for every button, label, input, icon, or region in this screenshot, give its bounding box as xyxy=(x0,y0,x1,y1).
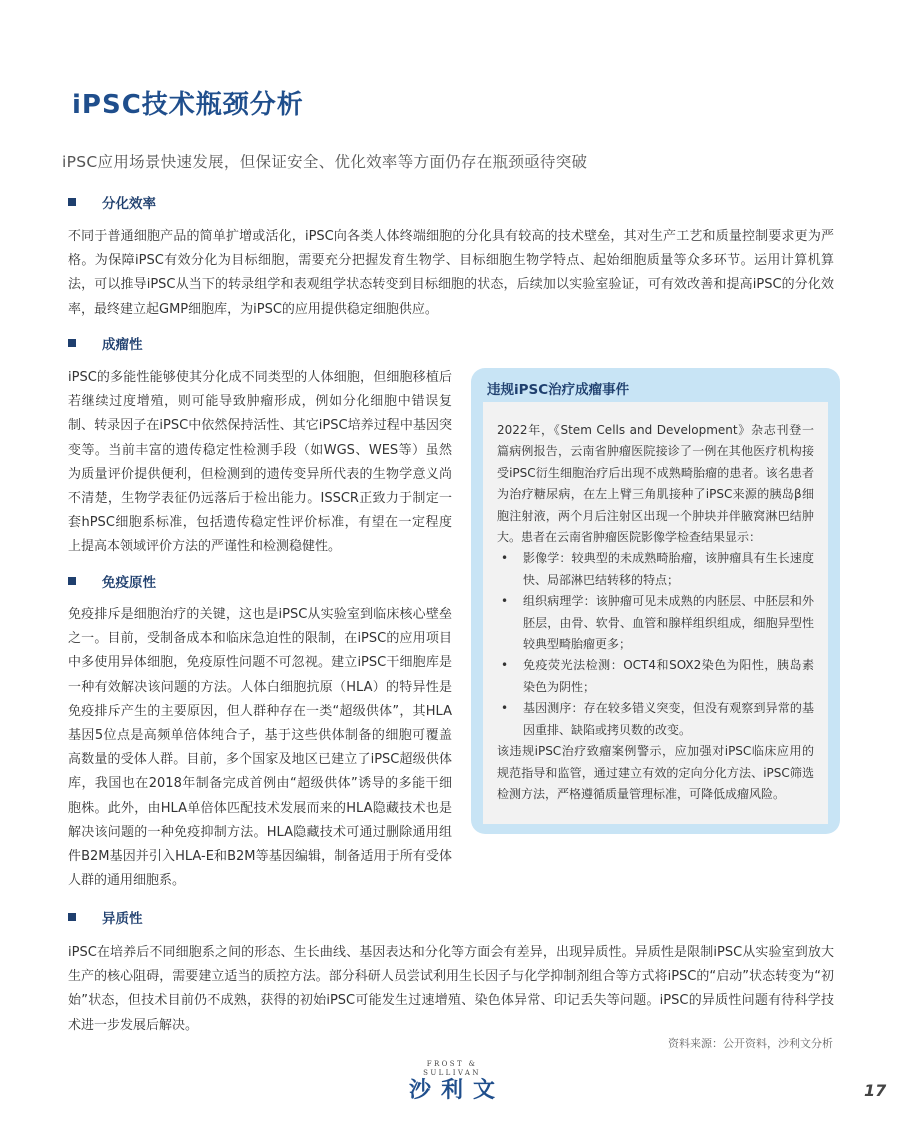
findings-list xyxy=(497,548,814,741)
list-item: • 影像学：较典型的未成熟畸胎瘤，该肿瘤具有生长速度快、局部淋巴结转移的特点； xyxy=(497,548,814,591)
section-heading-label: 分化效率 xyxy=(102,196,156,212)
section-heading-label: 成瘤性 xyxy=(102,337,143,353)
logo-english: FROST & SULLIVAN xyxy=(423,1060,481,1077)
page-subtitle: iPSC应用场景快速发展，但保证安全、优化效率等方面仍存在瓶颈亟待突破 xyxy=(62,153,588,171)
square-bullet-icon xyxy=(68,913,76,921)
frost-sullivan-logo xyxy=(396,1060,508,1103)
square-bullet-icon xyxy=(68,577,76,585)
callout-intro: 2022年，《Stem Cells and Development》杂志刊登一篇病例报告，云南省肿瘤医院接诊了一例在其他医疗机构接受iPSC衍生细胞治疗后出现不成熟畸胎瘤的患者。该名患者为治疗糖尿病，在左上臂三角肌接种了iPSC来源的胰岛β细胞注射液，两个月后注射区出现一个肿块并伴腋窝淋巴结肿大。患者在云南省肿瘤医院影像学检查结果显示： xyxy=(497,423,814,545)
callout-conclusion: 该违规iPSC治疗致瘤案例警示，应加强对iPSC临床应用的规范指导和监管，通过建立有效的定向分化方法、iPSC筛选检测方法，严格遵循质量管理标准，可降低成瘤风险。 xyxy=(497,744,814,801)
section-heading-differentiation xyxy=(68,192,156,212)
section-text-tumorigenicity: iPSC的多能性能够使其分化成不同类型的人体细胞，但细胞移植后若继续过度增殖，则可能导致肿瘤形成，例如分化细胞中错误复制、转录因子在iPSC中依然保持活性、其它iPSC培养过程中基因突变等。当前丰富的遗传稳定性检测手段（如WGS、WES等）虽然为质量评价提供便利，但检测到的遗传变异所代表的生物学意义尚不清楚，生物学表征仍远落后于检出能力。ISSCR正致力于制定一套hPSC细胞系标准，包括遗传稳定性评价标准，有望在一定程度上提高本领域评价方法的严谨性和检测稳健性。 xyxy=(68,370,452,555)
case-callout-box xyxy=(471,368,840,834)
square-bullet-icon xyxy=(68,339,76,347)
source-note: 资料来源：公开资料，沙利文分析 xyxy=(668,1037,833,1050)
logo-chinese: 沙利文 xyxy=(408,1078,505,1103)
section-heading-heterogeneity xyxy=(68,907,143,927)
section-text-differentiation: 不同于普通细胞产品的简单扩增或活化，iPSC向各类人体终端细胞的分化具有较高的技术壁垒，其对生产工艺和质量控制要求更为严格。为保障iPSC有效分化为目标细胞，需要充分把握发育生物学、目标细胞生物学特点、起始细胞质量等众多环节。运用计算机算法，可以推导iPSC从当下的转录组学和表观组学状态转变到目标细胞的状态，后续加以实验室验证，可有效改善和提高iPSC的分化效率，最终建立起GMP细胞库，为iPSC的应用提供稳定细胞供应。 xyxy=(68,229,834,317)
section-heading-immunogenicity xyxy=(68,571,156,591)
list-item: • 免疫荧光法检测：OCT4和SOX2染色为阳性，胰岛素染色为阴性； xyxy=(497,655,814,698)
section-heading-label: 异质性 xyxy=(102,911,143,927)
section-text-immunogenicity: 免疫排斥是细胞治疗的关键，这也是iPSC从实验室到临床核心壁垒之一。目前，受制备成本和临床急迫性的限制，在iPSC的应用项目中多使用异体细胞，免疫原性问题不可忽视。建立iPSC干细胞库是一种有效解决该问题的方法。人体白细胞抗原（HLA）的特异性是免疫排斥产生的主要原因，但人群种存在一类“超级供体”，其HLA基因5位点是高频单倍体纯合子，基于这些供体制备的细胞可覆盖高数量的受体人群。目前，多个国家及地区已建立了iPSC超级供体库，我国也在2018年制备完成首例由“超级供体”诱导的多能干细胞株。此外，由HLA单倍体匹配技术发展而来的HLA隐藏技术也是解决该问题的一种免疫抑制方法。HLA隐藏技术可通过删除通用组件B2M基因并引入HLA-E和B2M等基因编辑，制备适用于所有受体人群的通用细胞系。 xyxy=(68,607,452,889)
callout-content xyxy=(483,402,828,824)
square-bullet-icon xyxy=(68,198,76,206)
list-item: • 基因测序：存在较多错义突变，但没有观察到异常的基因重排、缺陷或拷贝数的改变。 xyxy=(497,698,814,741)
callout-title: 违规iPSC治疗成瘤事件 xyxy=(487,382,630,398)
list-item: • 组织病理学：该肿瘤可见未成熟的内胚层、中胚层和外胚层，由骨、软骨、血管和腺样组织组成，细胞异型性较典型畸胎瘤更多； xyxy=(497,591,814,655)
section-text-heterogeneity: iPSC在培养后不同细胞系之间的形态、生长曲线、基因表达和分化等方面会有差异，出现异质性。异质性是限制iPSC从实验室到放大生产的核心阻碍，需要建立适当的质控方法。部分科研人员尝试利用生长因子与化学抑制剂组合等方式将iPSC的“启动”状态转变为“初始”状态，但技术目前仍不成熟，获得的初始iPSC可能发生过速增殖、染色体异常、印记丢失等问题。iPSC的异质性问题有待科学技术进一步发展后解决。 xyxy=(68,945,834,1033)
section-heading-tumorigenicity xyxy=(68,333,143,353)
page-title: iPSC技术瓶颈分析 xyxy=(72,90,304,120)
section-heading-label: 免疫原性 xyxy=(102,575,156,591)
page-number: 17 xyxy=(864,1081,887,1100)
